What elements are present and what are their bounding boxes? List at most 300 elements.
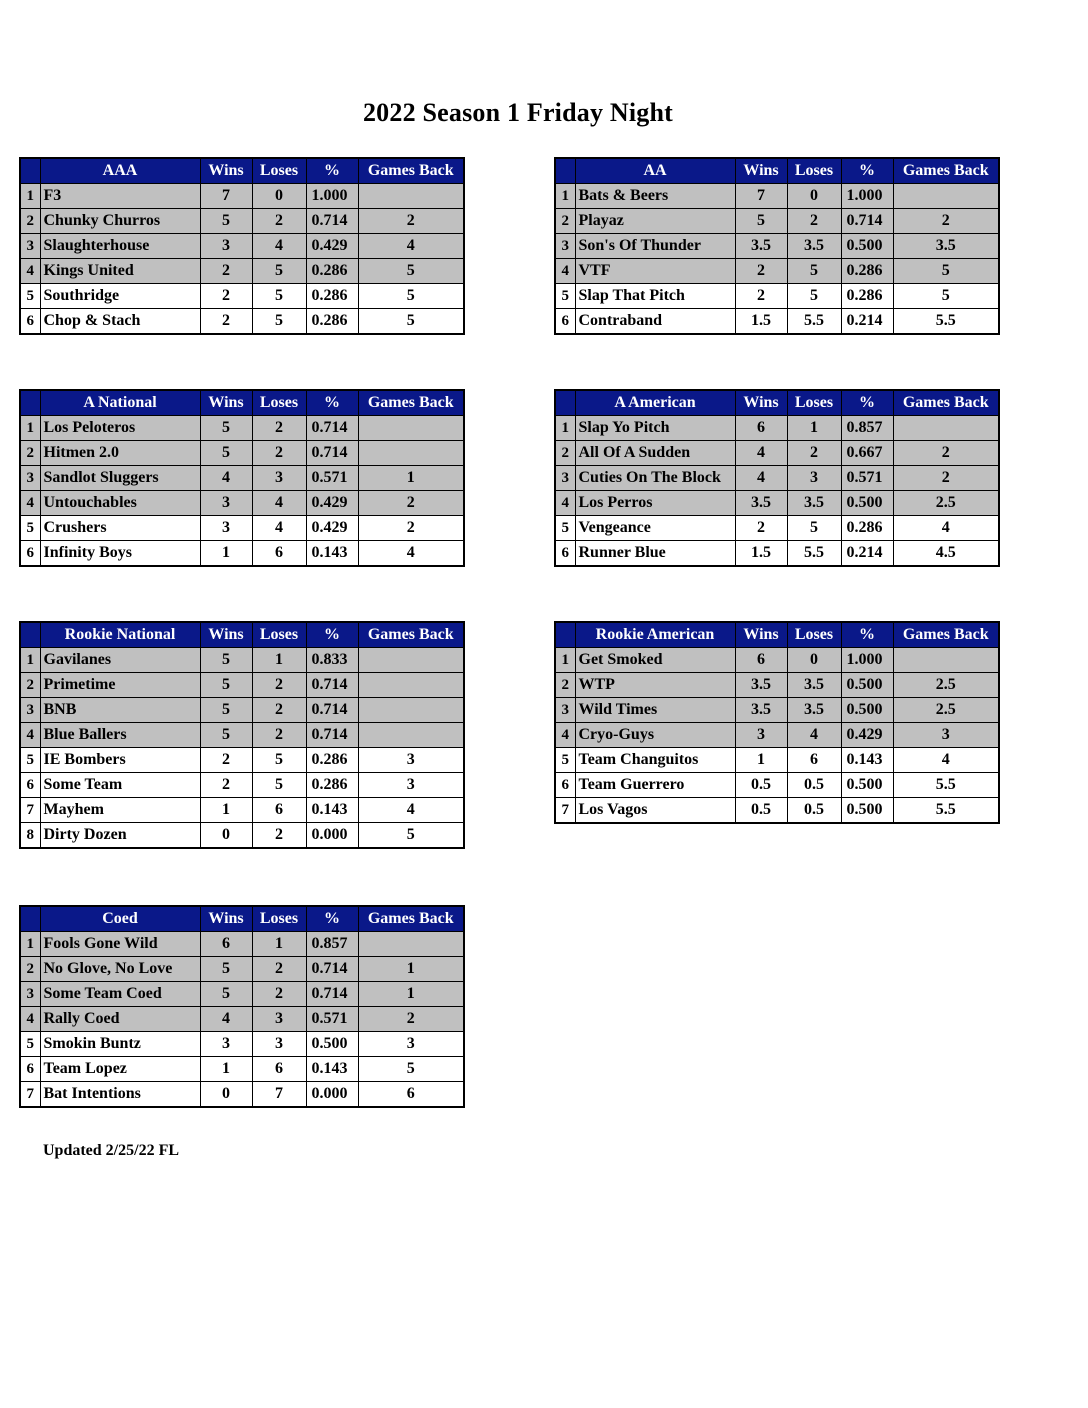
team-row <box>555 209 999 234</box>
wins-cell: 3 <box>200 1032 252 1057</box>
loses-cell: 6 <box>252 541 306 567</box>
wins-cell: 5 <box>200 673 252 698</box>
pct-cell: 0.286 <box>841 284 893 309</box>
wins-cell: 2 <box>200 773 252 798</box>
pct-cell: 0.500 <box>306 1032 358 1057</box>
games-back-cell: 2 <box>358 491 464 516</box>
team-row <box>555 723 999 748</box>
team-name-cell: Team Lopez <box>40 1057 200 1082</box>
team-row <box>555 309 999 335</box>
pct-cell: 0.714 <box>306 673 358 698</box>
pct-cell: 0.429 <box>841 723 893 748</box>
games-back-cell <box>358 441 464 466</box>
games-back-cell: 5 <box>358 1057 464 1082</box>
wins-cell: 2 <box>200 748 252 773</box>
games-back-header: Games Back <box>358 158 464 184</box>
team-row <box>555 648 999 673</box>
division-name-header: A National <box>40 390 200 416</box>
loses-cell: 6 <box>252 798 306 823</box>
pct-cell: 0.000 <box>306 823 358 849</box>
team-row <box>20 259 464 284</box>
loses-cell: 5 <box>252 284 306 309</box>
page-title: 2022 Season 1 Friday Night <box>362 98 673 127</box>
loses-cell: 4 <box>252 234 306 259</box>
games-back-cell: 3 <box>358 748 464 773</box>
team-row <box>20 748 464 773</box>
loses-cell: 6 <box>252 1057 306 1082</box>
pct-cell: 0.286 <box>306 309 358 335</box>
header-row <box>555 622 999 648</box>
pct-cell: 0.214 <box>841 541 893 567</box>
games-back-cell: 5.5 <box>893 309 999 335</box>
rank-cell: 2 <box>20 957 40 982</box>
team-name-cell: Team Changuitos <box>575 748 735 773</box>
wins-header: Wins <box>200 390 252 416</box>
pct-cell: 0.286 <box>306 284 358 309</box>
pct-cell: 0.500 <box>841 673 893 698</box>
rank-cell: 5 <box>555 516 575 541</box>
loses-cell: 5 <box>252 773 306 798</box>
team-row <box>20 982 464 1007</box>
pct-cell: 0.500 <box>841 773 893 798</box>
team-name-cell: Kings United <box>40 259 200 284</box>
team-row <box>555 284 999 309</box>
pct-cell: 0.214 <box>841 309 893 335</box>
loses-cell: 2 <box>252 982 306 1007</box>
rank-cell: 3 <box>555 698 575 723</box>
games-back-header: Games Back <box>358 622 464 648</box>
pct-cell: 0.000 <box>306 1082 358 1108</box>
pct-cell: 0.714 <box>306 957 358 982</box>
standings-table-rookie-american <box>554 621 1000 824</box>
wins-cell: 0 <box>200 1082 252 1108</box>
rank-cell: 1 <box>20 416 40 441</box>
wins-cell: 2 <box>200 259 252 284</box>
wins-cell: 3.5 <box>735 673 787 698</box>
pct-cell: 0.714 <box>306 209 358 234</box>
team-name-cell: Bats & Beers <box>575 184 735 209</box>
wins-cell: 5 <box>200 209 252 234</box>
rank-cell: 2 <box>555 209 575 234</box>
rank-header <box>20 906 40 932</box>
division-name-header: Rookie National <box>40 622 200 648</box>
team-row <box>20 234 464 259</box>
header-row <box>20 158 464 184</box>
loses-cell: 5.5 <box>787 541 841 567</box>
games-back-cell <box>893 184 999 209</box>
rank-cell: 3 <box>20 234 40 259</box>
pct-cell: 0.286 <box>841 259 893 284</box>
wins-cell: 3 <box>200 491 252 516</box>
pct-cell: 1.000 <box>306 184 358 209</box>
rank-cell: 2 <box>20 673 40 698</box>
rank-cell: 4 <box>20 1007 40 1032</box>
games-back-cell: 1 <box>358 982 464 1007</box>
games-back-header: Games Back <box>358 390 464 416</box>
rank-cell: 4 <box>555 723 575 748</box>
pct-header: % <box>306 622 358 648</box>
games-back-cell: 5 <box>893 259 999 284</box>
team-name-cell: Gavilanes <box>40 648 200 673</box>
team-name-cell: Fools Gone Wild <box>40 932 200 957</box>
rank-cell: 6 <box>20 541 40 567</box>
wins-cell: 1 <box>200 541 252 567</box>
team-name-cell: Cryo-Guys <box>575 723 735 748</box>
pct-cell: 0.714 <box>841 209 893 234</box>
team-row <box>555 673 999 698</box>
loses-cell: 0 <box>787 648 841 673</box>
loses-cell: 5 <box>787 259 841 284</box>
pct-cell: 0.500 <box>841 698 893 723</box>
pct-cell: 0.500 <box>841 491 893 516</box>
team-name-cell: BNB <box>40 698 200 723</box>
team-row <box>20 416 464 441</box>
games-back-cell: 2 <box>893 209 999 234</box>
rank-cell: 5 <box>20 516 40 541</box>
team-name-cell: Sandlot Sluggers <box>40 466 200 491</box>
rank-cell: 3 <box>20 466 40 491</box>
team-row <box>20 184 464 209</box>
team-row <box>20 1007 464 1032</box>
header-row <box>555 158 999 184</box>
wins-header: Wins <box>200 906 252 932</box>
wins-cell: 5 <box>200 982 252 1007</box>
loses-cell: 2 <box>787 209 841 234</box>
wins-cell: 3.5 <box>735 491 787 516</box>
pct-header: % <box>306 906 358 932</box>
team-row <box>555 259 999 284</box>
team-name-cell: Slap That Pitch <box>575 284 735 309</box>
pct-header: % <box>841 390 893 416</box>
loses-cell: 6 <box>787 748 841 773</box>
wins-cell: 2 <box>200 309 252 335</box>
team-name-cell: F3 <box>40 184 200 209</box>
games-back-cell: 4 <box>893 748 999 773</box>
loses-cell: 2 <box>252 441 306 466</box>
rank-cell: 5 <box>555 284 575 309</box>
team-row <box>20 723 464 748</box>
team-row <box>555 466 999 491</box>
rank-cell: 3 <box>20 982 40 1007</box>
games-back-cell: 5 <box>358 259 464 284</box>
loses-cell: 1 <box>252 648 306 673</box>
games-back-cell: 5.5 <box>893 773 999 798</box>
team-row <box>555 541 999 567</box>
rank-cell: 6 <box>20 773 40 798</box>
team-row <box>20 309 464 335</box>
team-row <box>20 932 464 957</box>
standings-table-rookie-national <box>19 621 465 849</box>
team-row <box>555 234 999 259</box>
team-row <box>555 516 999 541</box>
rank-cell: 2 <box>20 441 40 466</box>
loses-cell: 3.5 <box>787 234 841 259</box>
loses-cell: 2 <box>252 416 306 441</box>
pct-header: % <box>306 390 358 416</box>
rank-cell: 6 <box>20 1057 40 1082</box>
team-name-cell: Some Team Coed <box>40 982 200 1007</box>
team-name-cell: Son's Of Thunder <box>575 234 735 259</box>
standings-table-aa <box>554 157 1000 335</box>
rank-header <box>555 390 575 416</box>
header-row <box>20 622 464 648</box>
games-back-cell: 4 <box>358 234 464 259</box>
loses-cell: 3.5 <box>787 673 841 698</box>
pct-cell: 0.714 <box>306 441 358 466</box>
games-back-cell: 2 <box>893 466 999 491</box>
team-name-cell: Smokin Buntz <box>40 1032 200 1057</box>
games-back-cell <box>358 184 464 209</box>
team-name-cell: Los Vagos <box>575 798 735 824</box>
loses-cell: 3 <box>252 1032 306 1057</box>
team-name-cell: Los Peloteros <box>40 416 200 441</box>
loses-header: Loses <box>787 158 841 184</box>
standings-table-a-american <box>554 389 1000 567</box>
team-name-cell: Blue Ballers <box>40 723 200 748</box>
rank-cell: 2 <box>555 441 575 466</box>
wins-cell: 3.5 <box>735 698 787 723</box>
wins-cell: 5 <box>200 441 252 466</box>
games-back-cell: 2 <box>358 1007 464 1032</box>
rank-cell: 2 <box>20 209 40 234</box>
wins-cell: 2 <box>735 259 787 284</box>
division-name-header: AAA <box>40 158 200 184</box>
games-back-cell: 2.5 <box>893 673 999 698</box>
pct-cell: 0.571 <box>306 466 358 491</box>
loses-cell: 5 <box>787 516 841 541</box>
loses-cell: 4 <box>787 723 841 748</box>
games-back-cell: 4.5 <box>893 541 999 567</box>
team-name-cell: Slaughterhouse <box>40 234 200 259</box>
rank-cell: 4 <box>555 259 575 284</box>
loses-cell: 5.5 <box>787 309 841 335</box>
updated-note: Updated 2/25/22 FL <box>43 1142 180 1159</box>
loses-cell: 3.5 <box>787 491 841 516</box>
loses-cell: 1 <box>252 932 306 957</box>
wins-cell: 1 <box>735 748 787 773</box>
pct-cell: 0.143 <box>841 748 893 773</box>
rank-cell: 4 <box>20 723 40 748</box>
rank-header <box>20 622 40 648</box>
games-back-cell: 2 <box>893 441 999 466</box>
team-name-cell: Slap Yo Pitch <box>575 416 735 441</box>
team-row <box>555 184 999 209</box>
rank-cell: 7 <box>555 798 575 824</box>
pct-cell: 0.429 <box>306 491 358 516</box>
wins-cell: 5 <box>200 723 252 748</box>
wins-header: Wins <box>735 158 787 184</box>
wins-cell: 4 <box>200 1007 252 1032</box>
loses-header: Loses <box>252 390 306 416</box>
team-name-cell: Southridge <box>40 284 200 309</box>
rank-cell: 1 <box>555 416 575 441</box>
pct-cell: 0.714 <box>306 698 358 723</box>
loses-cell: 3 <box>252 466 306 491</box>
wins-cell: 3 <box>735 723 787 748</box>
games-back-cell: 3 <box>358 1032 464 1057</box>
team-name-cell: Wild Times <box>575 698 735 723</box>
games-back-cell <box>893 416 999 441</box>
team-name-cell: Infinity Boys <box>40 541 200 567</box>
pct-cell: 0.857 <box>841 416 893 441</box>
games-back-header: Games Back <box>893 622 999 648</box>
loses-cell: 2 <box>252 698 306 723</box>
wins-cell: 2 <box>735 516 787 541</box>
loses-cell: 2 <box>252 823 306 849</box>
loses-cell: 2 <box>252 957 306 982</box>
wins-cell: 3 <box>200 234 252 259</box>
wins-header: Wins <box>735 390 787 416</box>
games-back-cell: 2.5 <box>893 491 999 516</box>
loses-header: Loses <box>252 622 306 648</box>
wins-cell: 5 <box>735 209 787 234</box>
header-row <box>555 390 999 416</box>
team-name-cell: All Of A Sudden <box>575 441 735 466</box>
games-back-cell: 1 <box>358 957 464 982</box>
games-back-cell <box>358 932 464 957</box>
standings-table-coed <box>19 905 465 1108</box>
games-back-cell <box>358 416 464 441</box>
team-row <box>20 673 464 698</box>
team-row <box>20 466 464 491</box>
rank-cell: 5 <box>20 748 40 773</box>
team-name-cell: No Glove, No Love <box>40 957 200 982</box>
wins-cell: 6 <box>200 932 252 957</box>
team-name-cell: IE Bombers <box>40 748 200 773</box>
loses-cell: 5 <box>252 748 306 773</box>
pct-cell: 0.833 <box>306 648 358 673</box>
rank-cell: 5 <box>20 1032 40 1057</box>
team-name-cell: VTF <box>575 259 735 284</box>
team-name-cell: Cuties On The Block <box>575 466 735 491</box>
rank-cell: 6 <box>555 773 575 798</box>
loses-cell: 3 <box>787 466 841 491</box>
team-name-cell: Primetime <box>40 673 200 698</box>
pct-cell: 1.000 <box>841 648 893 673</box>
games-back-cell: 2.5 <box>893 698 999 723</box>
games-back-cell: 5 <box>893 284 999 309</box>
loses-header: Loses <box>787 390 841 416</box>
loses-cell: 2 <box>252 209 306 234</box>
loses-cell: 5 <box>252 259 306 284</box>
pct-header: % <box>306 158 358 184</box>
team-row <box>20 648 464 673</box>
rank-header <box>555 622 575 648</box>
loses-cell: 3.5 <box>787 698 841 723</box>
wins-cell: 6 <box>735 416 787 441</box>
team-row <box>555 698 999 723</box>
wins-header: Wins <box>200 158 252 184</box>
team-row <box>20 957 464 982</box>
wins-cell: 1 <box>200 798 252 823</box>
team-name-cell: Contraband <box>575 309 735 335</box>
team-row <box>20 541 464 567</box>
team-name-cell: Hitmen 2.0 <box>40 441 200 466</box>
pct-cell: 0.286 <box>306 773 358 798</box>
team-row <box>555 441 999 466</box>
games-back-cell <box>358 698 464 723</box>
team-row <box>20 516 464 541</box>
loses-cell: 2 <box>252 673 306 698</box>
team-name-cell: Dirty Dozen <box>40 823 200 849</box>
team-row <box>555 416 999 441</box>
wins-cell: 4 <box>200 466 252 491</box>
pct-cell: 0.500 <box>841 234 893 259</box>
pct-cell: 0.143 <box>306 541 358 567</box>
wins-cell: 0.5 <box>735 798 787 824</box>
rank-cell: 1 <box>555 648 575 673</box>
games-back-cell: 4 <box>893 516 999 541</box>
games-back-cell: 2 <box>358 516 464 541</box>
pct-cell: 0.429 <box>306 516 358 541</box>
games-back-cell: 3 <box>893 723 999 748</box>
team-row <box>20 441 464 466</box>
pct-cell: 0.714 <box>306 416 358 441</box>
games-back-cell: 3 <box>358 773 464 798</box>
team-name-cell: Team Guerrero <box>575 773 735 798</box>
team-row <box>20 209 464 234</box>
rank-cell: 7 <box>20 1082 40 1108</box>
wins-cell: 0 <box>200 823 252 849</box>
wins-cell: 3 <box>200 516 252 541</box>
games-back-header: Games Back <box>893 158 999 184</box>
pct-cell: 0.500 <box>841 798 893 824</box>
loses-cell: 4 <box>252 516 306 541</box>
rank-cell: 6 <box>555 541 575 567</box>
games-back-header: Games Back <box>893 390 999 416</box>
games-back-cell: 5 <box>358 284 464 309</box>
pct-cell: 0.714 <box>306 723 358 748</box>
rank-cell: 3 <box>555 234 575 259</box>
loses-cell: 0.5 <box>787 798 841 824</box>
wins-cell: 4 <box>735 466 787 491</box>
rank-header <box>20 158 40 184</box>
team-row <box>20 798 464 823</box>
rank-cell: 4 <box>555 491 575 516</box>
header-row <box>20 390 464 416</box>
rank-header <box>555 158 575 184</box>
team-row <box>555 748 999 773</box>
team-name-cell: Chop & Stach <box>40 309 200 335</box>
team-row <box>20 823 464 849</box>
wins-cell: 2 <box>200 284 252 309</box>
wins-cell: 5 <box>200 416 252 441</box>
loses-cell: 2 <box>252 723 306 748</box>
rank-cell: 8 <box>20 823 40 849</box>
team-name-cell: Bat Intentions <box>40 1082 200 1108</box>
wins-cell: 5 <box>200 698 252 723</box>
team-row <box>555 491 999 516</box>
team-row <box>20 698 464 723</box>
division-name-header: AA <box>575 158 735 184</box>
team-row <box>20 1057 464 1082</box>
games-back-cell: 4 <box>358 798 464 823</box>
team-name-cell: Vengeance <box>575 516 735 541</box>
wins-cell: 5 <box>200 648 252 673</box>
games-back-cell <box>358 648 464 673</box>
games-back-header: Games Back <box>358 906 464 932</box>
games-back-cell: 6 <box>358 1082 464 1108</box>
team-row <box>20 491 464 516</box>
team-name-cell: Crushers <box>40 516 200 541</box>
pct-cell: 0.857 <box>306 932 358 957</box>
rank-cell: 5 <box>20 284 40 309</box>
pct-cell: 0.571 <box>841 466 893 491</box>
wins-cell: 6 <box>735 648 787 673</box>
loses-cell: 4 <box>252 491 306 516</box>
pct-cell: 0.286 <box>306 259 358 284</box>
wins-cell: 3.5 <box>735 234 787 259</box>
